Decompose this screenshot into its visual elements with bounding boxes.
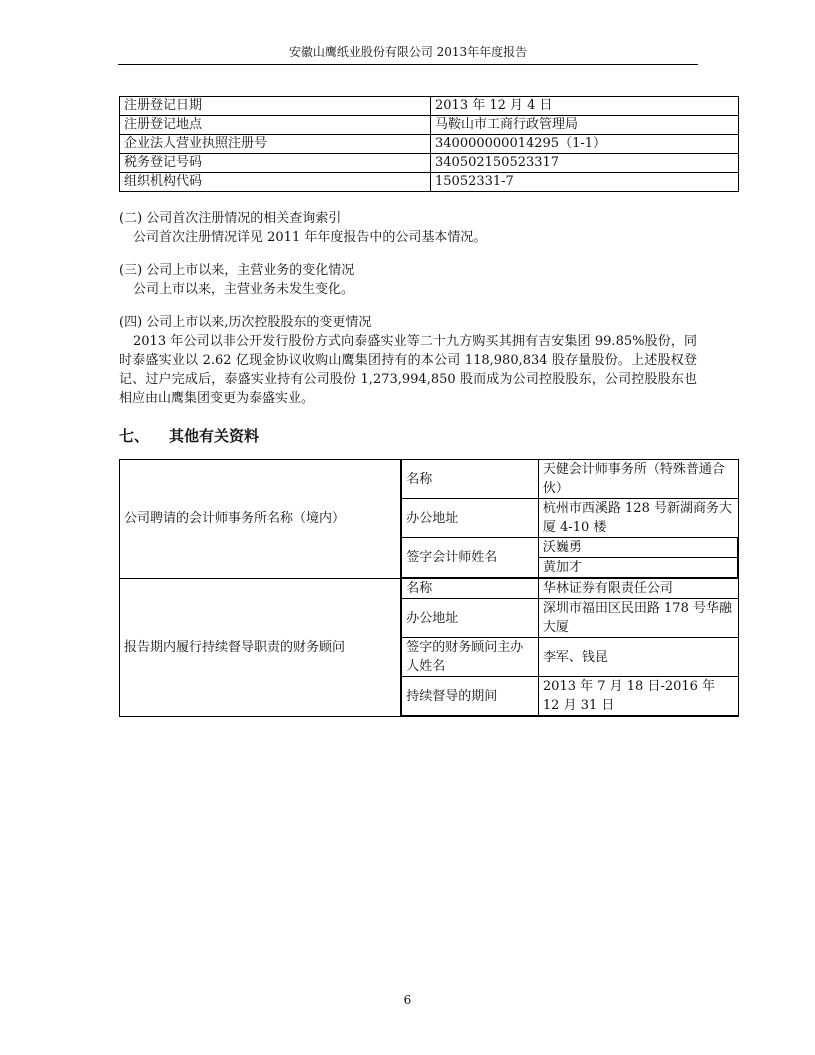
advisor-signer-value: 李军、钱昆 — [538, 638, 738, 677]
table-row — [120, 135, 739, 154]
header-divider — [118, 64, 698, 65]
section-2 — [119, 209, 697, 247]
table-row — [120, 173, 739, 192]
table-row — [120, 154, 739, 173]
accountant-signer-1: 沃巍勇 — [538, 538, 738, 558]
table-row — [120, 578, 739, 599]
supervision-period-value: 2013 年 7 月 18 日-2016 年 12 月 31 日 — [538, 677, 738, 717]
tax-number-label: 税务登记号码 — [120, 154, 431, 173]
advisor-address-label: 办公地址 — [401, 599, 538, 638]
financial-advisor-label: 报告期内履行持续督导职责的财务顾问 — [120, 578, 402, 716]
accounting-firm-name-label: 名称 — [401, 460, 538, 499]
registration-table — [119, 96, 739, 192]
section-3 — [119, 261, 697, 299]
page-number: 6 — [403, 993, 412, 1007]
registration-date-label: 注册登记日期 — [120, 97, 431, 116]
accounting-firm-address-value: 杭州市西溪路 128 号新湖商务大厦 4-10 楼 — [538, 499, 738, 538]
registration-place-value: 马鞍山市工商行政管理局 — [431, 116, 739, 135]
accounting-firm-label: 公司聘请的会计师事务所名称（境内） — [120, 460, 402, 579]
section-4-body: 2013 年公司以非公开发行股份方式向泰盛实业等二十九方购买其拥有吉安集团 99.85%股份，同时泰盛实业以 2.62 亿现金协议收购山鹰集团持有的本公司 118,980,834 股存量股份。上述股权登记、过户完成后，泰盛实业持有公司股份 1,273,994,850 股而成为公司控股股东，公司控股股东也相应由山鹰集团变更为泰盛实业。 — [119, 334, 697, 406]
supervision-period-label: 持续督导的期间 — [401, 677, 538, 717]
registration-place-label: 注册登记地点 — [120, 116, 431, 135]
advisor-name-value: 华林证券有限责任公司 — [538, 578, 738, 599]
org-code-label: 组织机构代码 — [120, 173, 431, 192]
advisor-address-value: 深圳市福田区民田路 178 号华融大厦 — [538, 599, 738, 638]
section-7-heading — [119, 425, 259, 446]
section-3-body: 公司上市以来，主营业务未发生变化。 — [133, 282, 355, 297]
advisor-signer-label: 签字的财务顾问主办人姓名 — [401, 638, 538, 677]
accounting-firm-address-label: 办公地址 — [401, 499, 538, 538]
org-code-value: 15052331-7 — [431, 173, 739, 192]
accounting-firm-name-value: 天健会计师事务所（特殊普通合伙） — [538, 460, 738, 499]
table-row — [120, 460, 739, 499]
registration-date-value: 2013 年 12 月 4 日 — [431, 97, 739, 116]
section-4 — [119, 313, 697, 408]
accountant-signer-label: 签字会计师姓名 — [401, 538, 538, 579]
table-row — [120, 116, 739, 135]
section-2-title: (二) 公司首次注册情况的相关查询索引 — [119, 211, 342, 226]
business-license-label: 企业法人营业执照注册号 — [120, 135, 431, 154]
report-header: 安徽山鹰纸业股份有限公司 2013年年度报告 — [288, 45, 528, 59]
business-license-value: 340000000014295（1-1） — [431, 135, 739, 154]
tax-number-value: 340502150523317 — [431, 154, 739, 173]
other-info-table — [119, 459, 739, 717]
table-row — [120, 97, 739, 116]
section-7-number: 七、 — [119, 427, 150, 445]
section-3-title: (三) 公司上市以来，主营业务的变化情况 — [119, 263, 355, 278]
section-2-body: 公司首次注册情况详见 2011 年年度报告中的公司基本情况。 — [133, 230, 487, 245]
accountant-signer-2: 黄加才 — [538, 558, 738, 579]
advisor-name-label: 名称 — [401, 578, 538, 599]
section-4-title: (四) 公司上市以来,历次控股股东的变更情况 — [119, 315, 372, 330]
section-7-title: 其他有关资料 — [169, 427, 260, 445]
